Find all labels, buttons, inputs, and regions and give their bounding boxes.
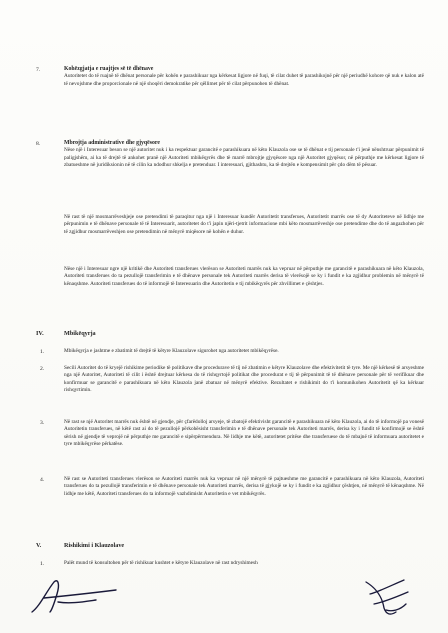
item-8-text-2: Në rast të një mosmarrëveshjeje ose pretendimi të paraqitur nga një i Interesuar kundër Autoritetit transferues, Autoritetit marrës ose të dy Autoriteteve në lidhje me përpunimin e të dhënave personale të të Interesuarit, autoritetet do t'i japin njëri-tjetrit informacione mbi këto mosmarrëveshje ose pretendime dhe do të angazhohen për të zgjidhur mosmarrëveshjen ose pretendimin në mënyrë miqësore në kohën e duhur.: [64, 214, 424, 235]
item-8-paragraph-3: [64, 266, 424, 288]
section-4-item-2-number: 2.: [40, 366, 45, 372]
item-8: [64, 140, 424, 169]
section-4-item-3: Në rast se një Autoritet marrës nuk është në gjendje, për çfarëdolloj arsyeje, të zbatojë efektivisht garancitë e parashikuara në këto Klauzola, ai do të informojë pa vonesë Autoritetin transferues, në këtë rast ai do të pezullojë përkohësisht transferimin e të dhënave personale tek Autoriteti marrës, derisa ky i fundit të konfirmojë se është sërish në gjendje të veprojë në përputhje me garancitë e sipërpërmendura. Në lidhje me këtë, autoritetet pritëse dhe transferuese do të mbajnë të informuara autoritetet e tyre mbikëqyrëse përkatëse.: [64, 419, 424, 447]
section-4-item-4: Në rast se Autoriteti transferues vlerëson se Autoriteti marrës nuk ka vepruar në një mënyrë të pajtueshme me garancitë e parashikuara në këto Klauzola, Autoriteti transferues do ta pezullojë transferimin e të dhënave personale tek Autoriteti marrës, derisa të gjykojë se ky i fundit e ka zgjidhur çështjen, në mënyrë të kënaqshme. Në lidhje me këtë, Autoriteti transferues do ta informojë vazhdimisht Autoritetin e vet mbikëqyrës.: [64, 476, 424, 497]
item-8-number: 8.: [36, 141, 41, 147]
section-5-item-1-number: 1.: [40, 561, 45, 567]
section-5-number: V.: [36, 542, 42, 549]
item-8-title: Mbrojtja administrative dhe gjyqësore: [64, 140, 160, 146]
item-7-text: Autoritetet do të ruajnë të dhënat personale për kohën e parashikuar nga kërkesat ligjore në fuqi, të cilat duhet të parashikojnë për një periudhë kohore që nuk e kalon atë të nevojshme dhe proporcionale në një shoqëri demokratike për qëllimet për të cilat përpunohen të dhënat.: [64, 73, 424, 87]
item-7-number: 7.: [36, 67, 41, 73]
item-8-text-3: Nëse një i Interesuar ngre një kritikë dhe Autoriteti transferues vlerëson se Autoriteti marrës nuk ka vepruar në përputhje me garancitë e parashikuara në këto Klauzola, Autoriteti transferues do ta pezullojë transferimin e të dhënave personale tek Autoriteti marrës derisa të vlerësojë se ky i fundit e ka zgjidhur problemin në mënyrë të kënaqshme. Autoriteti transferues do të informojë të Interesuarin dhe Autoritetin e tij mbikëqyrës për zhvillimet e çështjes.: [64, 266, 424, 287]
item-8-paragraph-2: [64, 214, 424, 236]
signature-right: [356, 574, 416, 620]
section-5-item-1: Palët mund të konsultohen për të rishikuar kushtet e këtyre Klauzolave në rast ndryshimesh: [64, 560, 258, 566]
item-8-text-1: Nëse një i Interesuar beson se një autoritet nuk i ka respektuar garancitë e parashikuara në këto Klauzola ose se të dhënat e tij personale t'i jenë nënshtruar përpunimit të paligjshëm, ai ka të drejtë të ankohet pranë një Autoriteti mbikëqyrës dhe të marrë mbrojtje gjyqësore nga një Autoritet gjyqësor, në përputhje me kërkesat ligjore të zbatueshme në juridiksionin në të cilin ka ndodhur shkelja e pretenduar. I interesuari, gjithashtu, ka të drejtën e kompensimit për çdo dëm të pësuar.: [64, 147, 424, 168]
item-7-title: Kohëzgjatja e ruajtjes së të dhënave: [64, 66, 154, 72]
section-4-title: Mbikëqyrja: [64, 330, 96, 337]
section-4-item-2: Secili Autoritet do të kryejë rishikime periodike të politikave dhe procedurave të tij në zbatimin e këtyre Klauzolave dhe efektivitetit të tyre. Me një kërkesë të arsyeshme nga një Autoritet, Autoriteti të cilit i është drejtuar kërkesa do të rishqyrtojë politikat dhe procedurat e tij të përpunimit të të dhënave personale për të verifikuar dhe konfirmuar se garancitë e parashikuara në këto Klauzola janë zbatuar në mënyrë efektive. Rezultatet e rishikimit do t'i komunikohen Autoritetit që ka kërkuar rishqyrtimin.: [64, 365, 424, 393]
section-4-item-1: Mbikëqyrja e jashtme e zbatimit të drejtë të këtyre Klauzolave sigurohet nga autoritetet mbikëqyrëse.: [64, 348, 279, 354]
signature-left: [24, 572, 124, 620]
section-4-item-1-number: 1.: [40, 349, 45, 355]
item-7: [64, 66, 424, 88]
section-5-title: Rishikimi i Klauzolave: [64, 542, 125, 549]
section-4-number: IV.: [36, 330, 44, 337]
section-4-item-4-number: 4.: [40, 477, 45, 483]
section-4-item-3-number: 3.: [40, 420, 45, 426]
